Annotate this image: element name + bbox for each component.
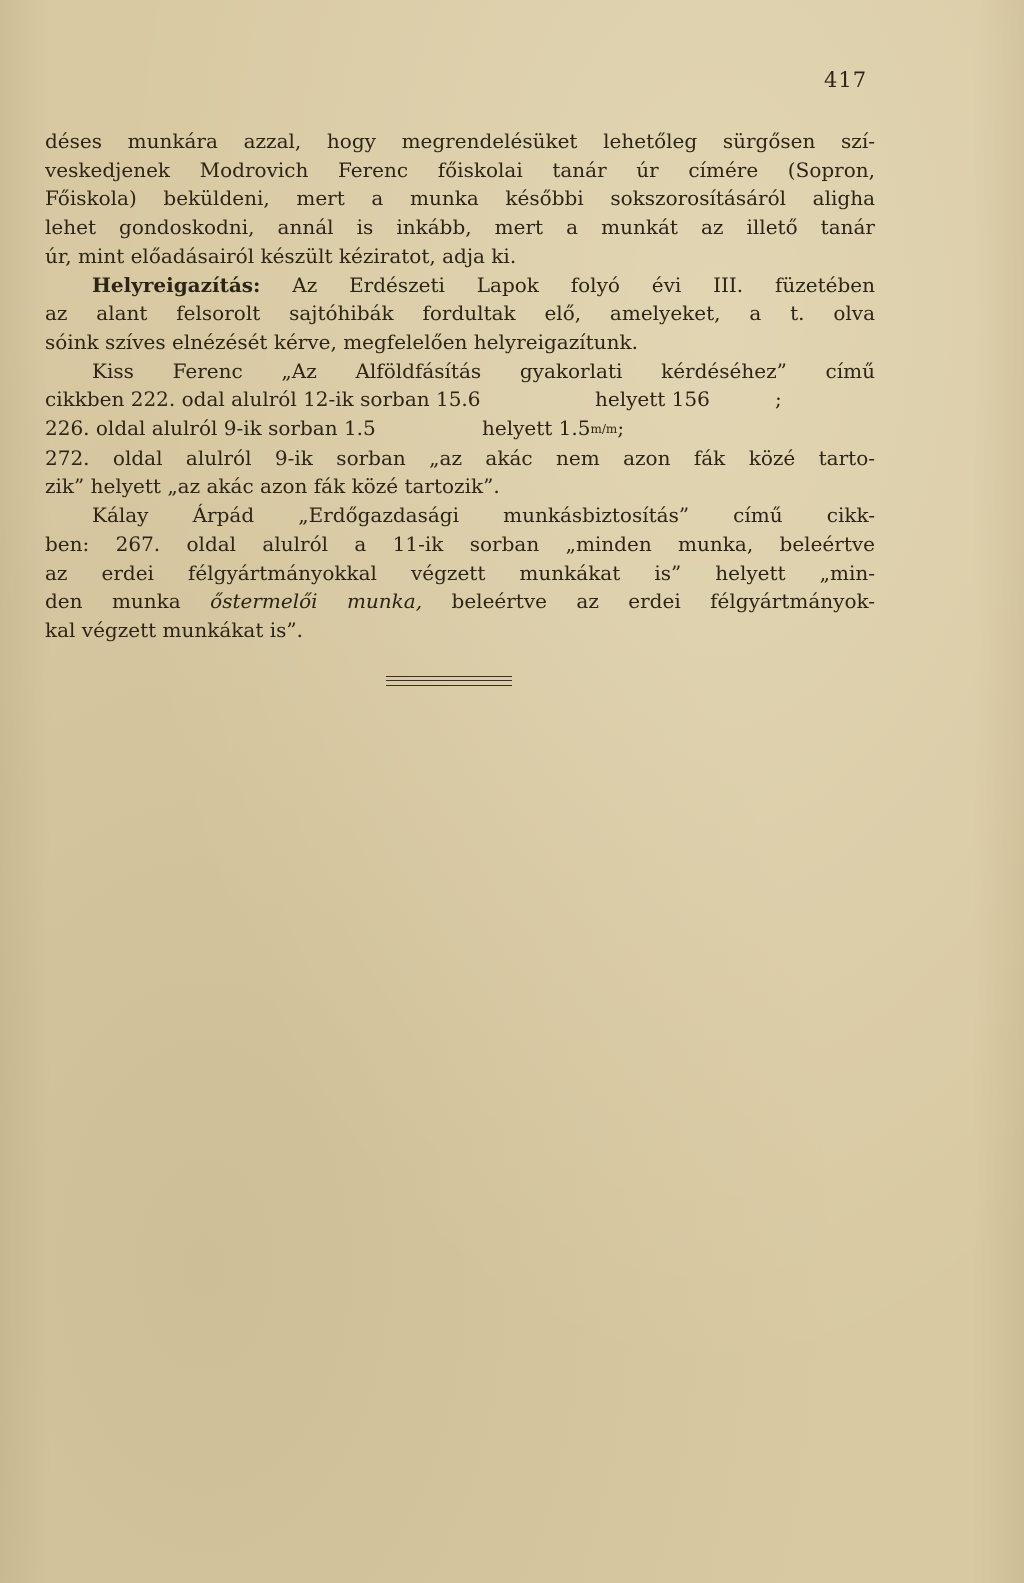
text-span: Az Erdészeti Lapok folyó évi III. füzetében — [292, 272, 875, 297]
text-line — [45, 414, 875, 444]
article-text — [45, 127, 875, 645]
text-line: zik” helyett „az akác azon fák közé tartozik”. — [45, 474, 500, 499]
text-line — [45, 385, 875, 414]
text-span: cikkben 222. odal alulról 12-ik sorban 15.6 — [45, 387, 481, 412]
text-line: úr, mint előadásairól készült kéziratot, adja ki. — [45, 243, 517, 268]
text-line: ben: 267. oldal alulról a 11-ik sorban „minden munka, beleértve — [45, 531, 875, 556]
text-span: beleértve az erdei félgyártmányok- — [451, 589, 875, 614]
text-line: az erdei félgyártmányokkal végzett munkákat is” helyett „min- — [45, 560, 875, 585]
text-line: veskedjenek Modrovich Ferenc főiskolai tanár úr címére (Sopron, — [45, 157, 875, 182]
text-line — [45, 271, 875, 300]
text-span: ; — [775, 387, 782, 412]
text-line: lehet gondoskodni, annál is inkább, mert a munkát az illető tanár — [45, 215, 875, 240]
italic-phrase: őstermelői munka, — [210, 589, 423, 614]
text-line: Kiss Ferenc „Az Alföldfásítás gyakorlati kérdéséhez” című — [92, 358, 875, 383]
text-line: 272. oldal alulról 9-ik sorban „az akác nem azon fák közé tarto- — [45, 445, 875, 470]
text-span: 226. oldal alulról 9-ik sorban 1.5 — [45, 416, 376, 441]
page-number: 417 — [824, 68, 868, 92]
text-line — [45, 587, 875, 616]
text-line: Kálay Árpád „Erdőgazdasági munkásbiztosítás” című cikk- — [92, 503, 875, 528]
text-span: ; — [617, 416, 625, 441]
text-line: kal végzett munkákat is”. — [45, 617, 303, 642]
text-line: Főiskola) beküldeni, mert a munka későbbi sokszorosításáról aligha — [45, 186, 875, 211]
section-divider — [386, 676, 512, 686]
correction-heading: Helyreigazítás: — [92, 272, 261, 297]
text-span: helyett 156 — [595, 387, 710, 412]
text-line: az alant felsorolt sajtóhibák fordultak elő, amelyeket, a t. olva — [45, 301, 875, 326]
text-line: sóink szíves elnézését kérve, megfelelően helyreigazítunk. — [45, 329, 638, 354]
text-span: helyett 1.5 — [482, 416, 591, 441]
text-span: den munka — [45, 589, 181, 614]
unit-mark: m/m — [590, 422, 618, 437]
text-line: déses munkára azzal, hogy megrendelésüket lehetőleg sürgősen szí- — [45, 129, 875, 153]
